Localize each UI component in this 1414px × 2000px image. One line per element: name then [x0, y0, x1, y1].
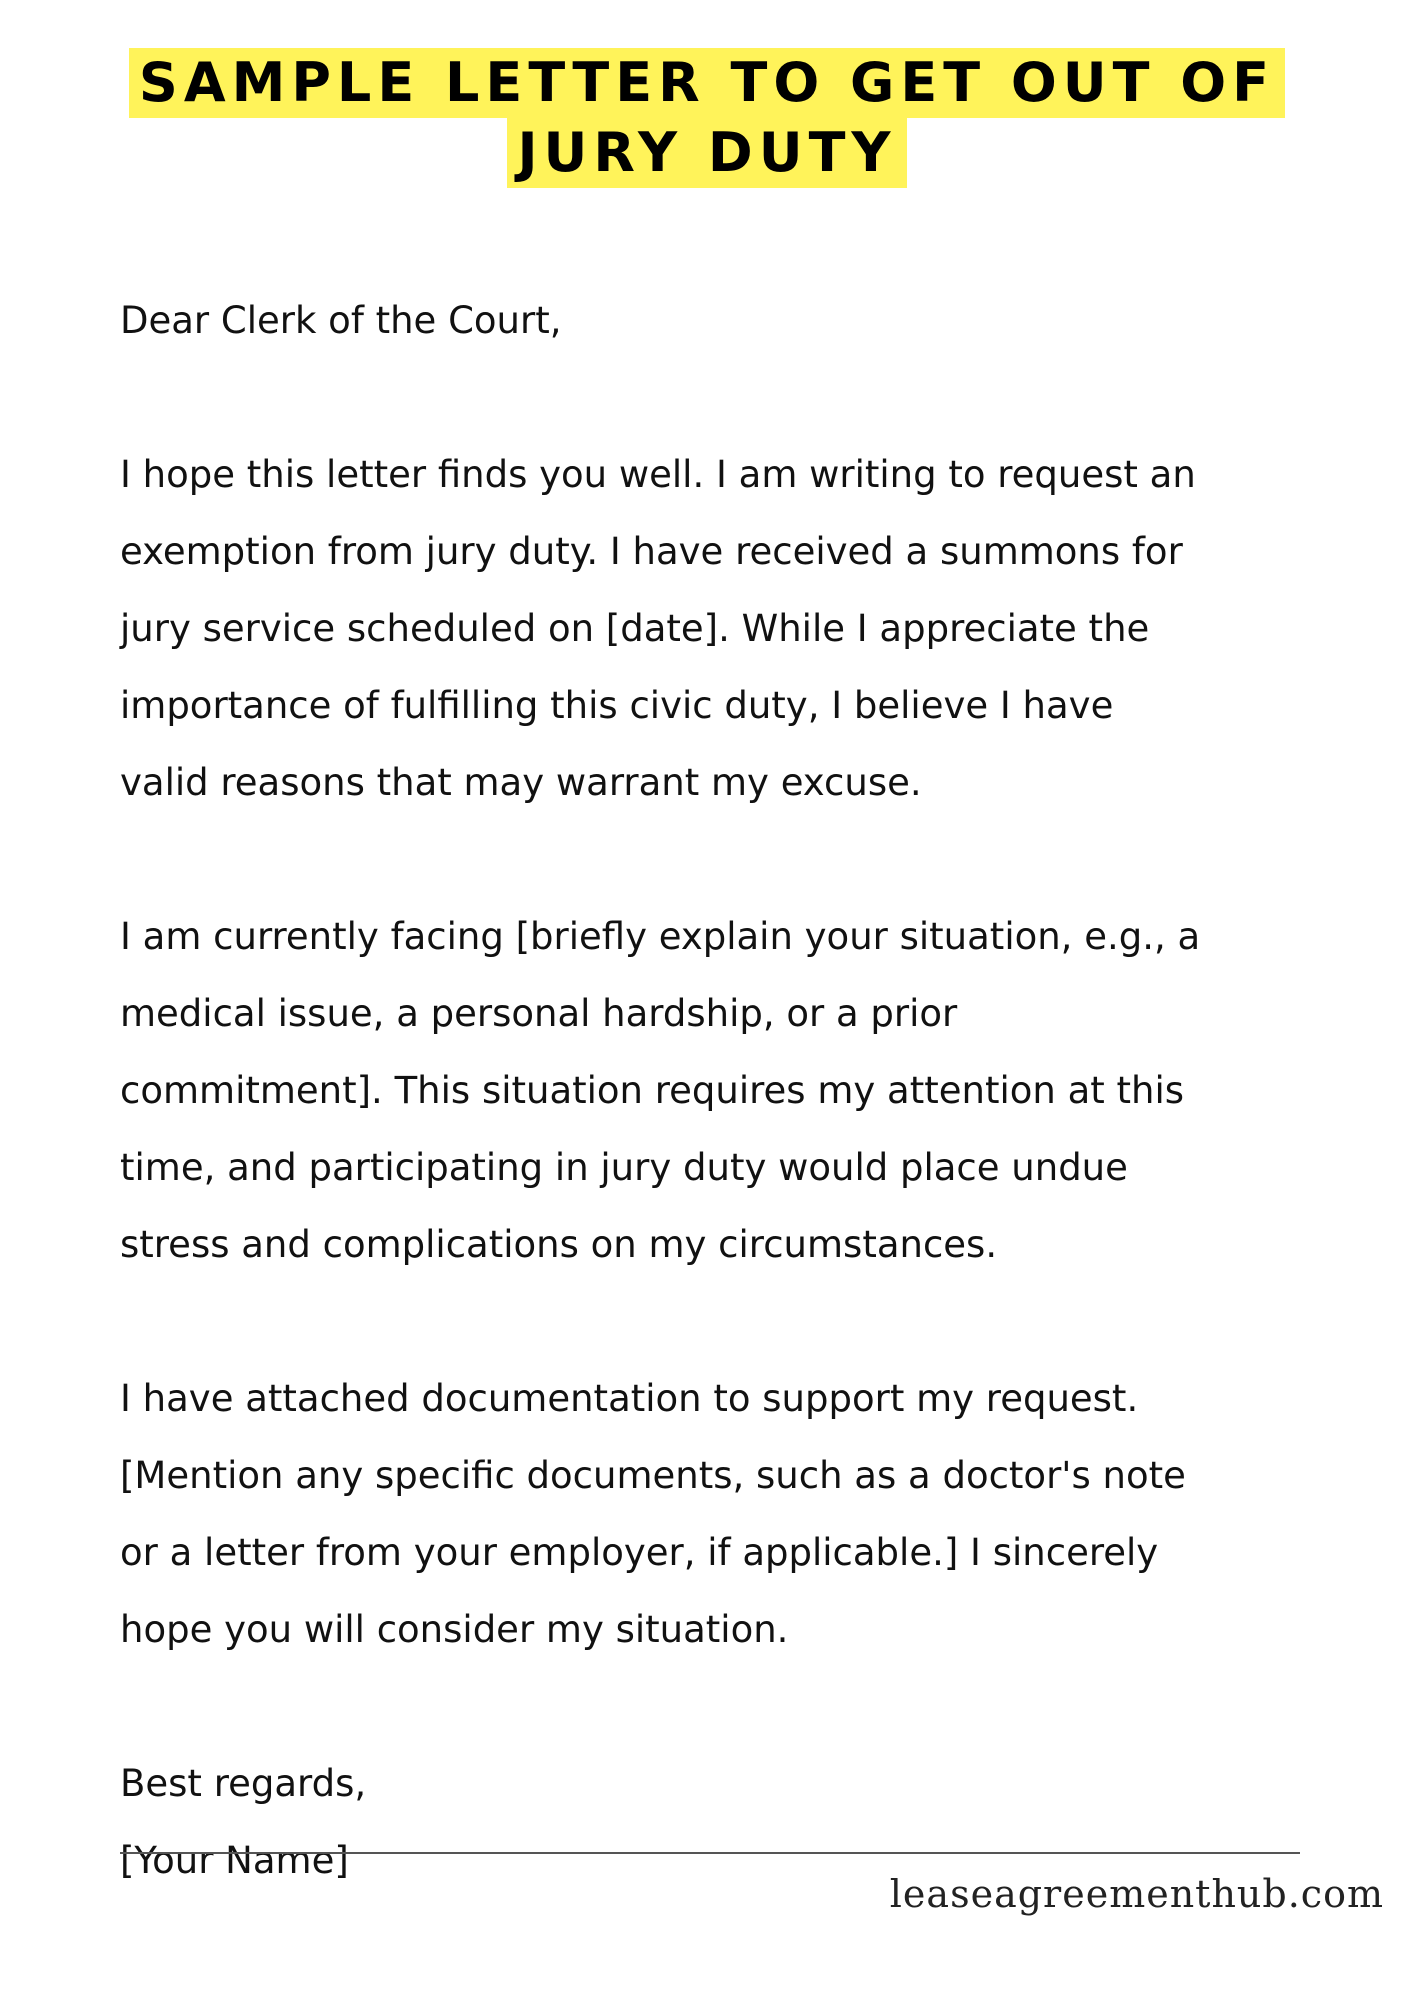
text-line: hope you will consider my situation. [120, 1608, 789, 1651]
text-line: jury service scheduled on [date]. While I appreciate the [120, 607, 1150, 650]
letter-body [120, 282, 1350, 1899]
document-title [0, 48, 1414, 188]
title-line-2: JURY DUTY [507, 118, 906, 188]
salutation: Dear Clerk of the Court, [120, 299, 562, 342]
text-line: valid reasons that may warrant my excuse. [120, 761, 922, 804]
closing: Best regards, [120, 1762, 367, 1805]
paragraph-2 [120, 898, 1350, 1283]
text-line: I am currently facing [briefly explain your situation, e.g., a [120, 915, 1201, 958]
paragraph-1 [120, 436, 1350, 821]
text-line: medical issue, a personal hardship, or a prior [120, 992, 958, 1035]
text-line: time, and participating in jury duty would place undue [120, 1146, 1128, 1189]
signature-placeholder: [Your Name] [120, 1839, 349, 1882]
site-watermark: leaseagreementhub.com [889, 1872, 1384, 1916]
title-line-1: SAMPLE LETTER TO GET OUT OF [129, 48, 1285, 118]
text-line: or a letter from your employer, if applicable.] I sincerely [120, 1531, 1159, 1574]
text-line: commitment]. This situation requires my attention at this [120, 1069, 1185, 1112]
text-line: [Mention any specific documents, such as a doctor's note [120, 1454, 1186, 1497]
text-line: exemption from jury duty. I have received a summons for [120, 530, 1183, 573]
text-line: stress and complications on my circumstances. [120, 1223, 998, 1266]
text-line: importance of fulfilling this civic duty, I believe I have [120, 684, 1114, 727]
text-line: I hope this letter finds you well. I am writing to request an [120, 453, 1196, 496]
paragraph-3 [120, 1360, 1350, 1668]
signature-line [120, 1852, 1300, 1854]
text-line: I have attached documentation to support my request. [120, 1377, 1139, 1420]
